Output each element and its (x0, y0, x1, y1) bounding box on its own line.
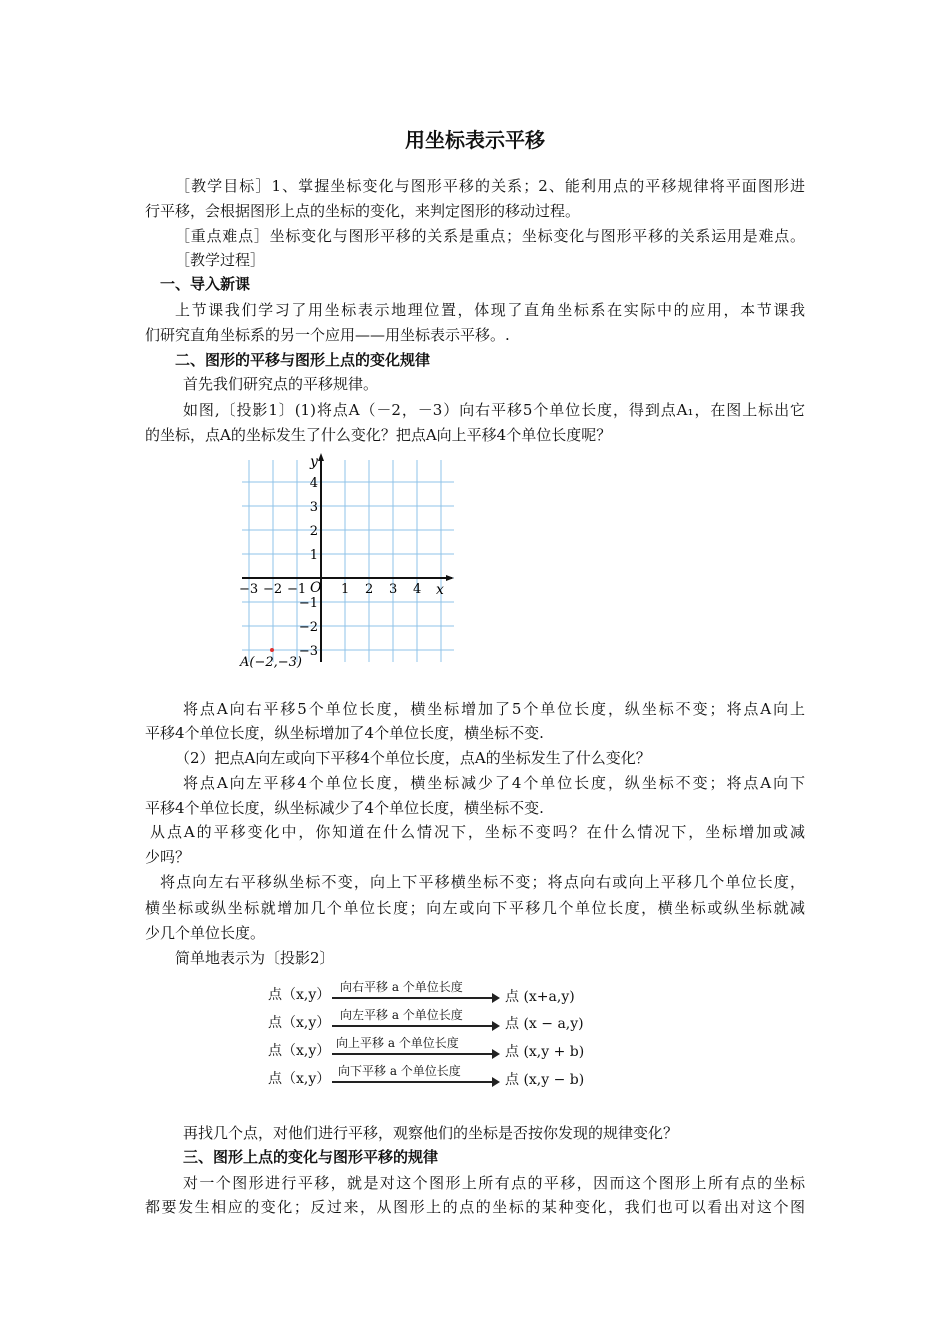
paragraph-line: 对一个图形进行平移，就是对这个图形上所有点的平移，因而这个图形上所有点的坐标 (183, 1174, 805, 1192)
diagram-action: 向下平移 a 个单位长度 (338, 1064, 461, 1078)
paragraph-line: 再找几个点，对他们进行平移，观察他们的坐标是否按你发现的规律变化？ (183, 1124, 679, 1142)
paragraph-line: 平移4个单位长度，纵坐标增加了4个单位长度，横坐标不变. (145, 724, 544, 742)
x-tick-label: −1 (287, 582, 307, 597)
paragraph-line: 行平移，会根据图形上点的坐标的变化，来判定图形的移动过程。 (145, 202, 581, 220)
y-tick-label: 1 (309, 548, 318, 563)
x-tick-label: 1 (341, 582, 350, 597)
arrow-icon (332, 1053, 494, 1055)
arrow-icon (332, 1025, 494, 1027)
diagram-from: 点（x,y） (268, 987, 331, 1003)
y-tick-label: 3 (309, 500, 318, 515)
x-axis-arrow-icon (446, 575, 454, 581)
diagram-from: 点（x,y） (268, 1015, 331, 1031)
y-axis-arrow-icon (318, 453, 324, 461)
paragraph-line: 平移4个单位长度，纵坐标减少了4个单位长度，横坐标不变. (145, 799, 544, 817)
arrow-icon (332, 997, 494, 999)
origin-label: O (310, 580, 322, 596)
paragraph-line: 上节课我们学习了用坐标表示地理位置，体现了直角坐标系在实际中的应用，本节课我 (175, 301, 805, 319)
paragraph-line: ［教学过程］ (175, 251, 266, 269)
arrow-icon (332, 1081, 494, 1083)
point-a-label: A(−2,−3) (240, 655, 302, 670)
diagram-result: 点 (x − a,y) (505, 1016, 584, 1032)
diagram-result: 点 (x+a,y) (505, 989, 575, 1005)
paragraph-line: ［重点难点］坐标变化与图形平移的关系是重点；坐标变化与图形平移的关系运用是难点。 (175, 227, 805, 245)
paragraph-line: 将点向左右平移纵坐标不变，向上下平移横坐标不变；将点向右或向上平移几个单位长度， (160, 873, 805, 891)
paragraph-line: 们研究直角坐标系的另一个应用——用坐标表示平移。. (145, 326, 510, 344)
x-tick-label: 3 (389, 582, 398, 597)
diagram-action: 向上平移 a 个单位长度 (336, 1036, 459, 1050)
paragraph-line: 少几个单位长度。 (145, 924, 266, 942)
section-heading: 一、导入新课 (160, 275, 251, 293)
paragraph-line: 横坐标或纵坐标就增加几个单位长度；向左或向下平移几个单位长度，横坐标或纵坐标就减 (145, 899, 805, 917)
x-axis-label: x (436, 582, 444, 598)
x-tick-label: 4 (413, 582, 422, 597)
y-axis-label: y (310, 454, 318, 470)
diagram-action: 向右平移 a 个单位长度 (340, 980, 463, 994)
paragraph-line: ［教学目标］1、掌握坐标变化与图形平移的关系；2、能利用点的平移规律将平面图形进 (175, 177, 805, 195)
y-tick-label: 4 (309, 476, 318, 491)
paragraph-line: 将点A向左平移4个单位长度，横坐标减少了4个单位长度，纵坐标不变；将点A向下 (183, 774, 805, 792)
section-heading: 三、图形上点的变化与图形平移的规律 (183, 1148, 439, 1166)
paragraph-line: 都要发生相应的变化；反过来，从图形上的点的坐标的某种变化，我们也可以看出对这个图 (145, 1198, 805, 1216)
diagram-result: 点 (x,y − b) (505, 1072, 585, 1088)
axes (242, 453, 454, 662)
paragraph-line: 简单地表示为〔投影2〕 (175, 949, 335, 967)
paragraph-line: 从点A的平移变化中，你知道在什么情况下，坐标不变吗？在什么情况下，坐标增加或减 (150, 823, 805, 841)
grid-lines (242, 460, 454, 662)
x-tick-label: −2 (263, 582, 283, 597)
page-title: 用坐标表示平移 (405, 128, 545, 152)
paragraph-line: 将点A向右平移5个单位长度，横坐标增加了5个单位长度，纵坐标不变；将点A向上 (183, 700, 805, 718)
y-tick-label: 2 (309, 524, 318, 539)
paragraph-line: 首先我们研究点的平移规律。 (183, 375, 379, 393)
paragraph-line: 少吗？ (145, 848, 191, 866)
point-a (270, 648, 274, 652)
y-tick-label: −3 (298, 644, 318, 659)
x-tick-label: 2 (365, 582, 374, 597)
x-tick-label: −3 (239, 582, 259, 597)
y-tick-label: −2 (298, 620, 318, 635)
diagram-action: 向左平移 a 个单位长度 (340, 1008, 463, 1022)
diagram-result: 点 (x,y + b) (505, 1044, 585, 1060)
paragraph-line: 如图,〔投影1〕(1)将点A（－2，－3）向右平移5个单位长度，得到点A₁，在图上标出它 (183, 401, 805, 419)
y-tick-label: −1 (298, 596, 318, 611)
paragraph-line: （2）把点A向左或向下平移4个单位长度，点A的坐标发生了什么变化？ (175, 749, 651, 767)
section-heading: 二、图形的平移与图形上点的变化规律 (175, 351, 431, 369)
paragraph-line: 的坐标，点A的坐标发生了什么变化？把点A向上平移4个单位长度呢？ (145, 426, 612, 444)
diagram-from: 点（x,y） (268, 1071, 331, 1087)
coordinate-graph (230, 450, 470, 670)
diagram-from: 点（x,y） (268, 1043, 331, 1059)
